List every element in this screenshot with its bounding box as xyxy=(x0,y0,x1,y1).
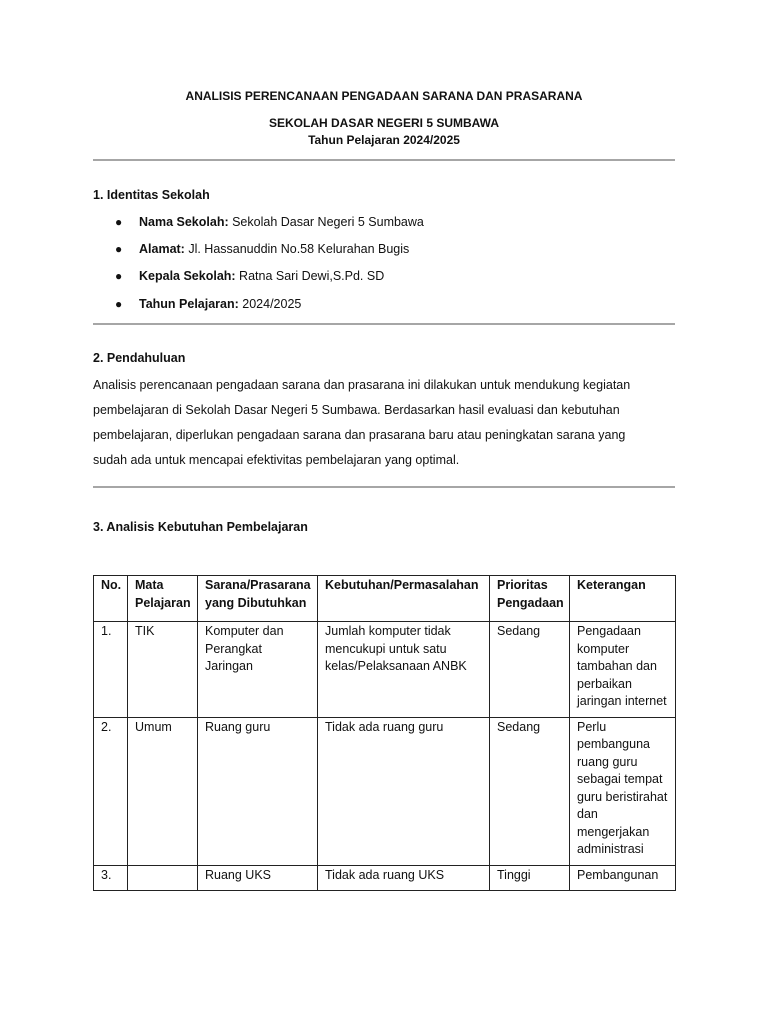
bullet-icon: ● xyxy=(115,215,123,229)
cell-prioritas: Sedang xyxy=(490,717,570,865)
cell-keterangan: Perlu pembanguna ruang guru sebagai tempat guru beristirahat dan mengerjakan administrasi xyxy=(570,717,676,865)
cell-mata-pelajaran xyxy=(128,865,198,891)
column-header-kebutuhan: Kebutuhan/Permasalahan xyxy=(318,576,490,622)
column-header-prioritas: Prioritas Pengadaan xyxy=(490,576,570,622)
table-row xyxy=(94,865,676,891)
paragraph-line: sudah ada untuk mencapai efektivitas pembelajaran yang optimal. xyxy=(93,453,460,467)
column-header-keterangan: Keterangan xyxy=(570,576,676,622)
divider xyxy=(93,323,675,325)
paragraph-line: pembelajaran di Sekolah Dasar Negeri 5 Sumbawa. Berdasarkan hasil evaluasi dan kebutuhan xyxy=(93,403,620,417)
cell-sarana: Komputer dan Perangkat Jaringan xyxy=(198,622,318,718)
section-heading-identitas: 1. Identitas Sekolah xyxy=(93,188,210,202)
item-label: Nama Sekolah: xyxy=(139,215,229,229)
school-name-title: SEKOLAH DASAR NEGERI 5 SUMBAWA xyxy=(268,116,500,130)
cell-keterangan: Pembangunan xyxy=(570,865,676,891)
column-header-no: No. xyxy=(94,576,128,622)
section-heading-analisis: 3. Analisis Kebutuhan Pembelajaran xyxy=(93,520,308,534)
item-label: Tahun Pelajaran: xyxy=(139,297,239,311)
section-heading-pendahuluan: 2. Pendahuluan xyxy=(93,351,186,365)
divider xyxy=(93,486,675,488)
document-title: ANALISIS PERENCANAAN PENGADAAN SARANA DAN PRASARANA xyxy=(185,89,583,103)
item-label: Kepala Sekolah: xyxy=(139,269,236,283)
item-value: Sekolah Dasar Negeri 5 Sumbawa xyxy=(228,215,424,229)
column-header-sarana: Sarana/Prasarana yang Dibutuhkan xyxy=(198,576,318,622)
item-value: Ratna Sari Dewi,S.Pd. SD xyxy=(235,269,385,283)
cell-prioritas: Tinggi xyxy=(490,865,570,891)
paragraph-line: Analisis perencanaan pengadaan sarana dan prasarana ini dilakukan untuk mendukung kegiatan xyxy=(93,378,631,392)
divider xyxy=(93,159,675,161)
table-row xyxy=(94,622,676,718)
needs-analysis-table xyxy=(93,575,676,891)
cell-prioritas: Sedang xyxy=(490,622,570,718)
paragraph-line: pembelajaran, diperlukan pengadaan sarana dan prasarana baru atau peningkatan sarana yang xyxy=(93,428,626,442)
table-row xyxy=(94,717,676,865)
cell-mata-pelajaran: TIK xyxy=(128,622,198,718)
cell-no: 1. xyxy=(94,622,128,718)
item-value: Jl. Hassanuddin No.58 Kelurahan Bugis xyxy=(184,242,410,256)
bullet-icon: ● xyxy=(115,242,123,256)
cell-kebutuhan: Tidak ada ruang guru xyxy=(318,717,490,865)
bullet-icon: ● xyxy=(115,297,123,311)
cell-sarana: Ruang UKS xyxy=(198,865,318,891)
school-year-title: Tahun Pelajaran 2024/2025 xyxy=(308,133,460,147)
bullet-icon: ● xyxy=(115,269,123,283)
table-header-row xyxy=(94,576,676,622)
cell-no: 2. xyxy=(94,717,128,865)
cell-sarana: Ruang guru xyxy=(198,717,318,865)
cell-mata-pelajaran: Umum xyxy=(128,717,198,865)
cell-kebutuhan: Jumlah komputer tidak mencukupi untuk satu kelas/Pelaksanaan ANBK xyxy=(318,622,490,718)
cell-kebutuhan: Tidak ada ruang UKS xyxy=(318,865,490,891)
cell-keterangan: Pengadaan komputer tambahan dan perbaikan jaringan internet xyxy=(570,622,676,718)
cell-no: 3. xyxy=(94,865,128,891)
item-value: 2024/2025 xyxy=(238,297,302,311)
item-label: Alamat: xyxy=(139,242,185,256)
column-header-mata-pelajaran: Mata Pelajaran xyxy=(128,576,198,622)
